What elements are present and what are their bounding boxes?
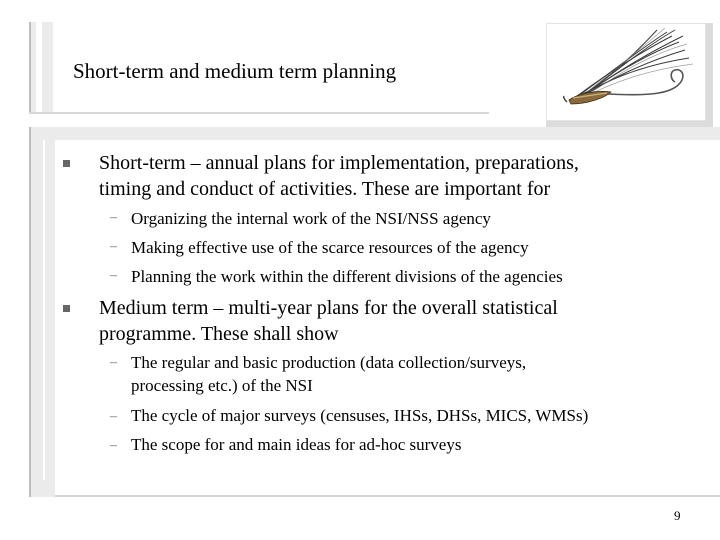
content-frame-inner-line	[43, 140, 45, 480]
sub-bullet-text: Organizing the internal work of the NSI/NSS agency	[131, 209, 491, 228]
dash-bullet-icon: –	[110, 268, 117, 283]
dash-bullet-icon: –	[110, 409, 117, 424]
sub-bullet-text: The regular and basic production (data collection/surveys,	[131, 353, 527, 372]
bullet-text-line: programme. These shall show	[99, 323, 339, 345]
slide-title: Short-term and medium term planning	[73, 59, 397, 83]
sub-bullet-text: Making effective use of the scarce resources of the agency	[131, 238, 529, 257]
bullet-text-line: Short-term – annual plans for implementation, preparations,	[99, 152, 579, 174]
sub-bullet-text: The scope for and main ideas for ad-hoc surveys	[131, 435, 462, 454]
content-frame-border	[29, 127, 31, 497]
square-bullet-icon	[63, 160, 70, 167]
page-number: 9	[674, 508, 681, 523]
sub-bullet-text: Planning the work within the different divisions of the agencies	[131, 267, 563, 286]
dash-bullet-icon: –	[110, 355, 117, 370]
bullet-text-line: timing and conduct of activities. These are important for	[99, 178, 551, 200]
square-bullet-icon	[63, 305, 70, 312]
title-frame-inner	[36, 22, 42, 112]
content-panel-shadow	[55, 495, 720, 497]
sub-bullet-text: The cycle of major surveys (censuses, IHSs, DHSs, MICS, WMSs)	[131, 406, 589, 425]
sub-bullet-text: processing etc.) of the NSI	[131, 376, 313, 395]
dash-bullet-icon: –	[110, 438, 117, 453]
title-underline	[29, 112, 489, 114]
dash-bullet-icon: –	[110, 210, 117, 225]
fishing-fly-icon	[546, 23, 706, 121]
dash-bullet-icon: –	[110, 239, 117, 254]
bullet-text-line: Medium term – multi-year plans for the overall statistical	[99, 297, 558, 319]
